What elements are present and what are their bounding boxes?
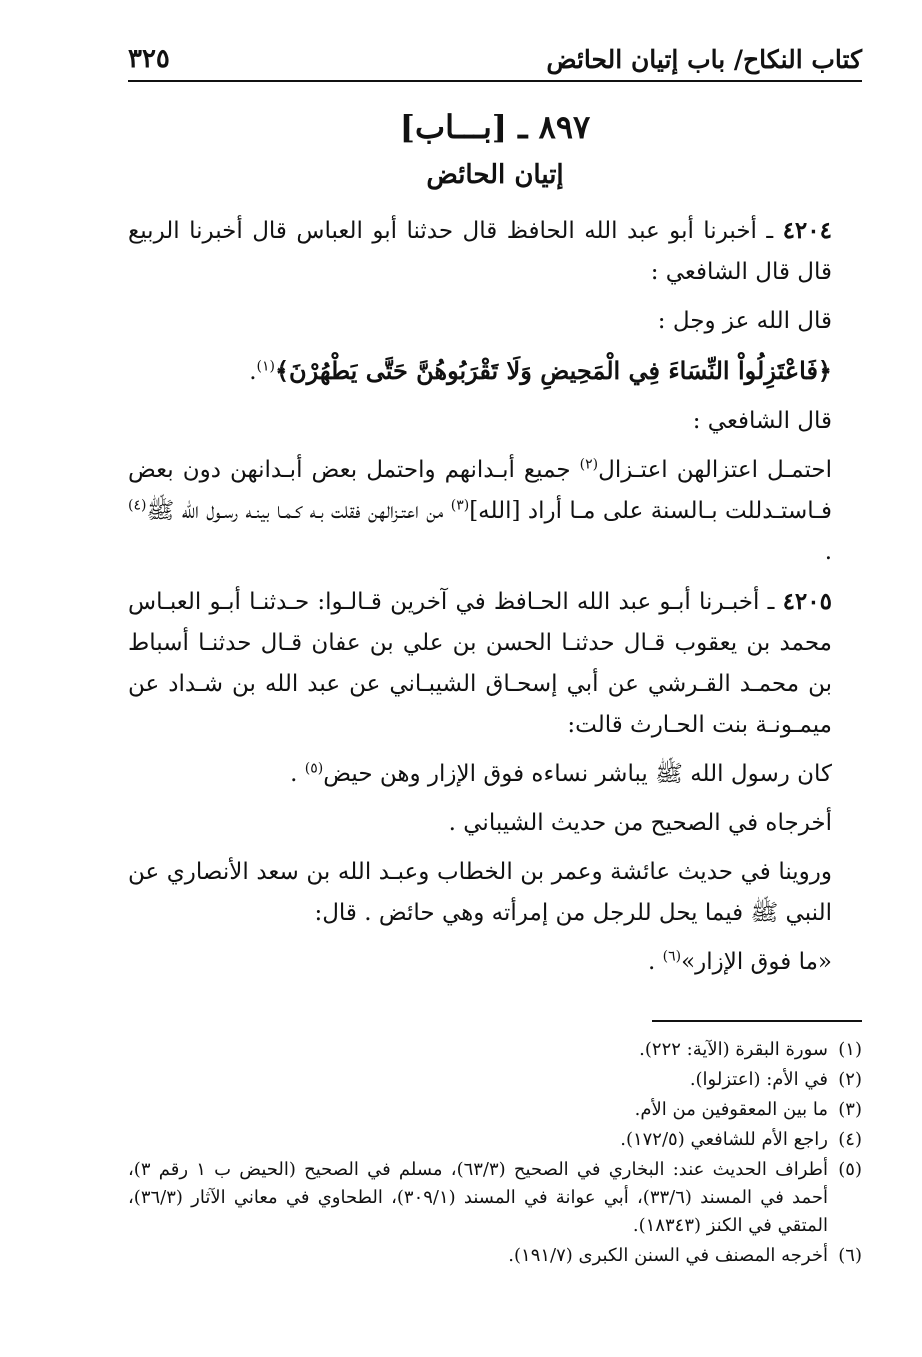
page-number: ٣٢٥: [128, 44, 170, 74]
paragraph: وروينا في حديث عائشة وعمر بن الخطاب وعبـد الله بن سعد الأنصاري عن النبي ﷺ فيما يحل للرجل من إمرأته وهي حائض . قال:: [128, 859, 832, 926]
footnote-text: راجع الأم للشافعي (١٧٢/٥).: [620, 1129, 828, 1150]
hadith-4205: [128, 581, 862, 746]
verse-tail: .: [249, 359, 257, 385]
footnote: [128, 1126, 862, 1154]
footnote: [128, 1242, 862, 1270]
hadith-4204: [128, 210, 862, 293]
footnote: [128, 1096, 862, 1124]
text-segment: جميع أبـدانهم واحتمل بعض أبـدانهن دون بعض فـاستـدللت بـالسنة على مـا أراد [الله]: [128, 457, 833, 524]
paragraph: قال الشافعي :: [692, 408, 832, 434]
text-segment: .: [290, 761, 305, 787]
quote-paragraph: [128, 942, 862, 983]
text-segment: .: [824, 539, 832, 565]
running-title: كتاب النكاح/ باب إتيان الحائض: [546, 45, 862, 74]
text-segment: «ما فوق الإزار»: [681, 949, 832, 975]
chapter-heading: [128, 105, 862, 195]
footnote-text: أخرجه المصنف في السنن الكبرى (١٩١/٧).: [508, 1245, 828, 1266]
footnote-ref: (٥): [304, 760, 324, 777]
hadith-text: ـ أخبـرنا أبـو عبد الله الحـافظ في آخرين قـالـوا: حـدثنـا أبـو العبـاس محمد بن يعقوب قـال حدثنـا الحسن بن علي بن عفان قـال حدثنـا أسباط بن محمـد القـرشي عن أبي إسحـاق الشيبـاني عن عبد الله بن شـداد عن ميمـونـة بنت الحـارث قالت:: [128, 589, 832, 738]
text-segment: .: [647, 949, 663, 975]
footnote-mark: (٦): [838, 1245, 862, 1266]
footnote-ref: (٢): [579, 456, 599, 473]
paragraph: أخرجاه في الصحيح من حديث الشيباني .: [448, 810, 832, 836]
footnote-ref: (٤): [128, 497, 147, 514]
quran-verse: [128, 350, 862, 393]
hadith-number: ٤٢٠٤: [782, 217, 832, 244]
text-segment: من اعتـزالهن فقلت بـه كـمـا بينـه رسـول الله ﷺ: [146, 498, 451, 524]
footnote-mark: (٥): [838, 1159, 862, 1180]
footnote: [128, 1066, 862, 1094]
footnote-text: سورة البقرة (الآية: ٢٢٢).: [639, 1039, 828, 1060]
paragraph: قال الله عز وجل :: [657, 308, 832, 334]
footnote-text: أطراف الحديث عند: البخاري في الصحيح (٦٣/٣)، مسلم في الصحيح (الحيض ب ١ رقم ٣)، أحمد في المسند (٣٣/٦)، أبي عوانة في المسند (٣٠٩/١)، الطحاوي في معاني الآثار (٣٦/٣)، المتقي في الكنز (١٨٣٤٣).: [128, 1159, 829, 1236]
chapter-number: ٨٩٧ ـ [بـــاب]: [399, 108, 591, 146]
footnote-mark: (١): [838, 1039, 862, 1060]
footnote-text: في الأم: (اعتزلوا).: [689, 1069, 828, 1090]
footnote-mark: (٣): [838, 1099, 862, 1120]
footnotes: [128, 1036, 862, 1272]
footnote-ref: (٣): [450, 497, 470, 514]
hadith-matn: [128, 754, 862, 795]
footnote-divider: [652, 1020, 862, 1022]
page-header: [128, 40, 862, 82]
chapter-title: إتيان الحائض: [426, 160, 564, 190]
footnote-mark: (٤): [838, 1129, 862, 1150]
footnote: [128, 1156, 862, 1240]
verse-text: ﴿فَاعْتَزِلُواْ النِّسَاءَ فِي الْمَحِيضِ وَلَا تَقْرَبُوهُنَّ حَتَّى يَطْهُرْنَ﴾: [274, 356, 832, 385]
commentary-paragraph: [128, 450, 862, 573]
footnote: [128, 1036, 862, 1064]
footnote-ref: (٦): [662, 948, 682, 965]
hadith-text: ـ أخبرنا أبو عبد الله الحافظ قال حدثنا أبو العباس قال أخبرنا الربيع قال قال الشافعي :: [128, 218, 832, 285]
main-text: [128, 210, 862, 991]
footnote-text: ما بين المعقوفين من الأم.: [634, 1099, 828, 1120]
text-segment: احتمـل اعتزالهن اعتـزال: [598, 457, 832, 483]
text-segment: كان رسول الله ﷺ يباشر نساءه فوق الإزار وهن حيض: [323, 761, 832, 787]
footnote-ref: (١): [256, 358, 275, 375]
footnote-mark: (٢): [838, 1069, 862, 1090]
hadith-number: ٤٢٠٥: [782, 588, 832, 615]
